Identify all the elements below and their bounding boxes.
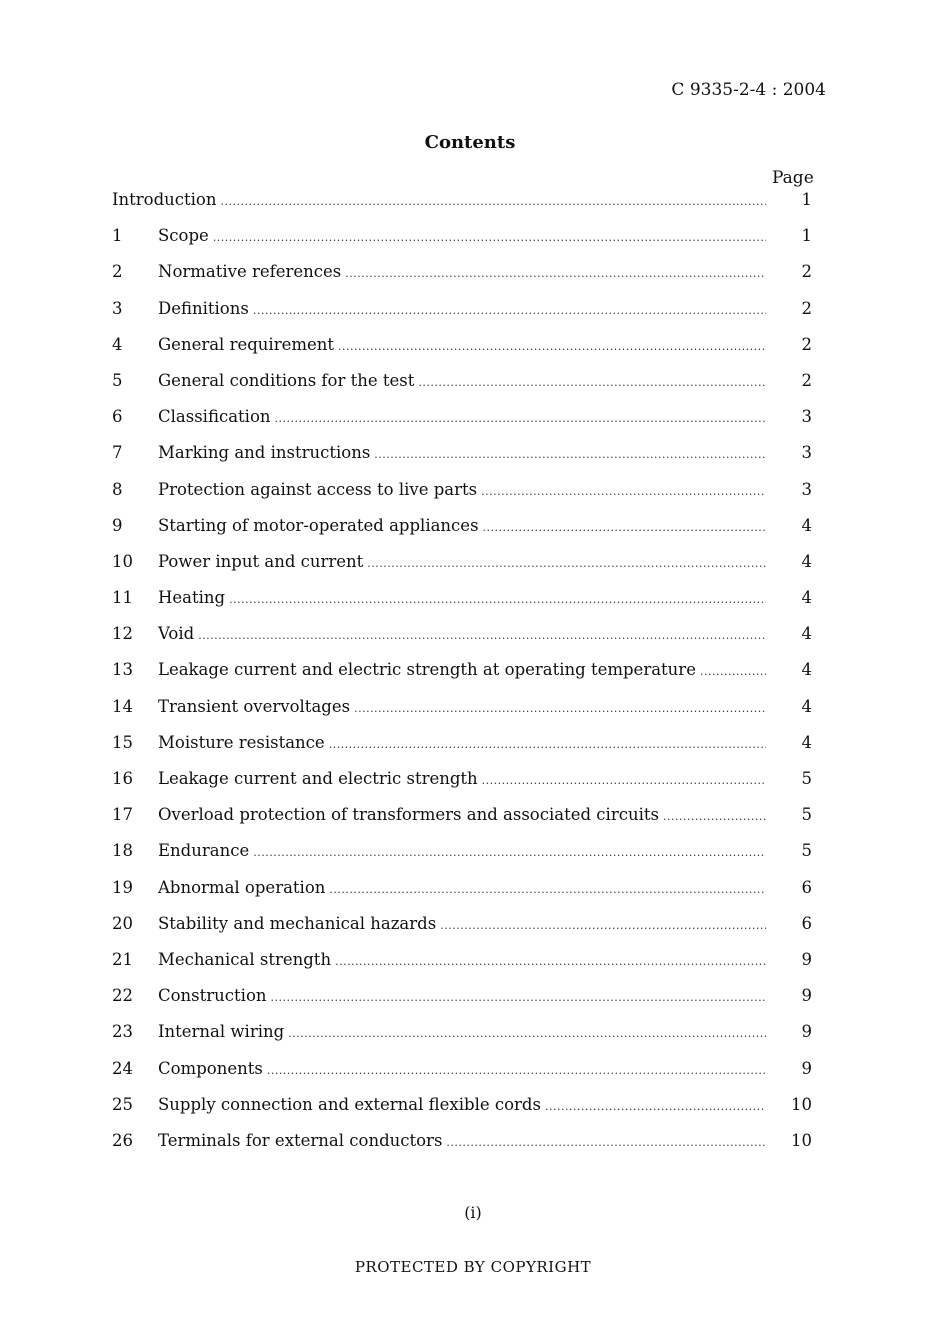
page-number: (i) [464,1203,482,1222]
toc-entry-number: 13 [112,660,133,680]
toc-entry-number: 1 [112,226,123,246]
toc-entry-title: Starting of motor-operated appliances [158,515,479,535]
toc-entry[interactable] [112,480,812,516]
toc-entry-title: Moisture resistance [158,732,325,752]
toc-entry-number: 14 [112,696,133,716]
toc-entry-number: 2 [112,262,123,282]
toc-entry-number: 6 [112,407,123,427]
toc-entry-number: 23 [112,1022,133,1042]
dot-leader [545,1100,766,1113]
dot-leader [267,1064,766,1077]
dot-leader [253,304,766,317]
toc-entry-page: 4 [801,732,812,752]
dot-leader [367,557,766,570]
toc-entry-number: 21 [112,949,133,969]
toc-entry-number: 22 [112,986,133,1006]
toc-entry-number: 4 [112,334,123,354]
toc-entry[interactable] [112,914,812,950]
toc-entry-title: Overload protection of transformers and associated circuits [158,805,659,825]
toc-entry-page: 9 [801,1058,812,1078]
toc-entry-page: 5 [801,769,812,788]
toc-entry-number: 17 [112,805,133,825]
dot-leader [374,448,766,461]
toc-entry-number: 25 [112,1094,133,1114]
dot-leader [483,521,766,534]
document-id: C 9335-2-4 : 2004 [671,80,826,100]
toc-entry-page: 4 [801,551,812,571]
toc-entry-page: 9 [801,949,812,969]
toc-entry-page: 10 [791,1130,812,1150]
toc-entry-title: Scope [158,226,209,246]
toc-entry[interactable] [112,697,812,733]
dot-leader [663,810,766,823]
table-of-contents [112,190,812,1167]
toc-entry[interactable] [112,516,812,552]
toc-entry-number: 16 [112,769,133,788]
toc-entry[interactable] [112,588,812,624]
toc-entry-page: 3 [801,479,812,499]
toc-entry-number: 20 [112,913,133,933]
toc-entry-title: Void [158,624,195,644]
toc-entry[interactable] [112,1131,812,1167]
toc-entry-page: 4 [801,588,812,608]
toc-entry[interactable] [112,805,812,841]
toc-entry-page: 9 [801,986,812,1006]
toc-entry-title: Stability and mechanical hazards [158,913,437,933]
toc-entry[interactable] [112,841,812,877]
toc-entry-title: Components [158,1058,263,1078]
toc-entry-number: 3 [112,298,123,318]
toc-entry-title: Abnormal operation [158,877,326,897]
dot-leader [354,702,766,715]
dot-leader [271,991,766,1004]
toc-entry-title: Classification [158,407,271,427]
toc-entry-title: Internal wiring [158,1022,285,1042]
toc-entry-title: Terminals for external conductors [158,1130,443,1150]
toc-entry-page: 2 [801,370,812,390]
toc-entry[interactable] [112,407,812,443]
toc-entry-title: General conditions for the test [158,370,415,390]
dot-leader [446,1136,766,1149]
toc-entry-number: 12 [112,624,133,644]
toc-entry[interactable] [112,1059,812,1095]
toc-entry-page: 4 [801,624,812,644]
toc-entry-page: 2 [801,262,812,282]
toc-entry-page: 4 [801,660,812,680]
toc-entry[interactable] [112,660,812,696]
dot-leader [481,485,766,498]
toc-entry-title: Transient overvoltages [158,696,351,716]
toc-entry-title: Heating [158,588,226,608]
toc-entry-page: 5 [801,805,812,825]
page-column-label: Page [772,168,814,188]
toc-entry-number: 15 [112,732,133,752]
toc-entry-title: Power input and current [158,551,364,571]
toc-entry-page: 5 [801,841,812,861]
toc-entry-page: 1 [801,190,812,209]
dot-leader [418,376,766,389]
toc-entry-number: 18 [112,841,133,861]
toc-entry[interactable] [112,443,812,479]
toc-entry-page: 2 [801,298,812,318]
toc-entry-page: 6 [801,877,812,897]
toc-entry-title: Leakage current and electric strength [158,769,478,788]
toc-entry[interactable] [112,262,812,298]
copyright-notice: PROTECTED BY COPYRIGHT [354,1258,592,1276]
toc-entry[interactable] [112,371,812,407]
dot-leader [253,846,766,859]
dot-leader [329,883,766,896]
toc-entry-title: Definitions [158,298,249,318]
page-title: Contents [424,132,516,153]
toc-entry-number: 5 [112,370,123,390]
dot-leader [338,340,766,353]
toc-entry[interactable] [112,986,812,1022]
toc-entry[interactable] [112,878,812,914]
toc-entry-introduction[interactable] [112,190,812,226]
toc-entry-number: 24 [112,1058,133,1078]
dot-leader [482,774,766,787]
toc-entry[interactable] [112,552,812,588]
dot-leader [213,231,766,244]
toc-entry[interactable] [112,1022,812,1058]
toc-entry-title: Protection against access to live parts [158,479,478,499]
dot-leader [440,919,766,932]
toc-entry-title: Leakage current and electric strength at operating temperature [158,660,696,680]
toc-entry[interactable] [112,950,812,986]
dot-leader [700,665,766,678]
toc-entry[interactable] [112,624,812,660]
toc-entry-title: Marking and instructions [158,443,371,463]
toc-entry-page: 1 [801,226,812,246]
toc-entry-title: Normative references [158,262,342,282]
toc-entry-page: 3 [801,443,812,463]
toc-entry-title: Construction [158,986,267,1006]
dot-leader [275,412,766,425]
toc-entry-title: Mechanical strength [158,949,332,969]
toc-entry-number: 11 [112,588,133,608]
toc-entry[interactable] [112,335,812,371]
toc-entry-page: 10 [791,1094,812,1114]
toc-entry[interactable] [112,299,812,335]
toc-entry-title: General requirement [158,334,335,354]
toc-entry-title: Supply connection and external flexible cords [158,1094,541,1114]
dot-leader [221,195,767,208]
dot-leader [198,629,766,642]
toc-entry-number: 7 [112,443,123,463]
toc-entry-number: 8 [112,479,123,499]
toc-entry-number: 10 [112,551,133,571]
toc-entry-page: 6 [801,913,812,933]
toc-entry-title: Endurance [158,841,250,861]
toc-entry-number: 9 [112,515,123,535]
toc-entry-page: 4 [801,696,812,716]
toc-entry-page: 4 [801,515,812,535]
toc-entry-page: 2 [801,334,812,354]
toc-entry[interactable] [112,226,812,262]
toc-entry-number: 26 [112,1130,133,1150]
dot-leader [288,1027,766,1040]
dot-leader [329,738,766,751]
toc-entry-page: 3 [801,407,812,427]
toc-entry-title: Introduction [112,190,217,209]
toc-entry-number: 19 [112,877,133,897]
dot-leader [229,593,766,606]
dot-leader [345,267,766,280]
dot-leader [335,955,766,968]
toc-entry[interactable] [112,769,812,805]
toc-entry[interactable] [112,1095,812,1131]
toc-entry-page: 9 [801,1022,812,1042]
toc-entry[interactable] [112,733,812,769]
